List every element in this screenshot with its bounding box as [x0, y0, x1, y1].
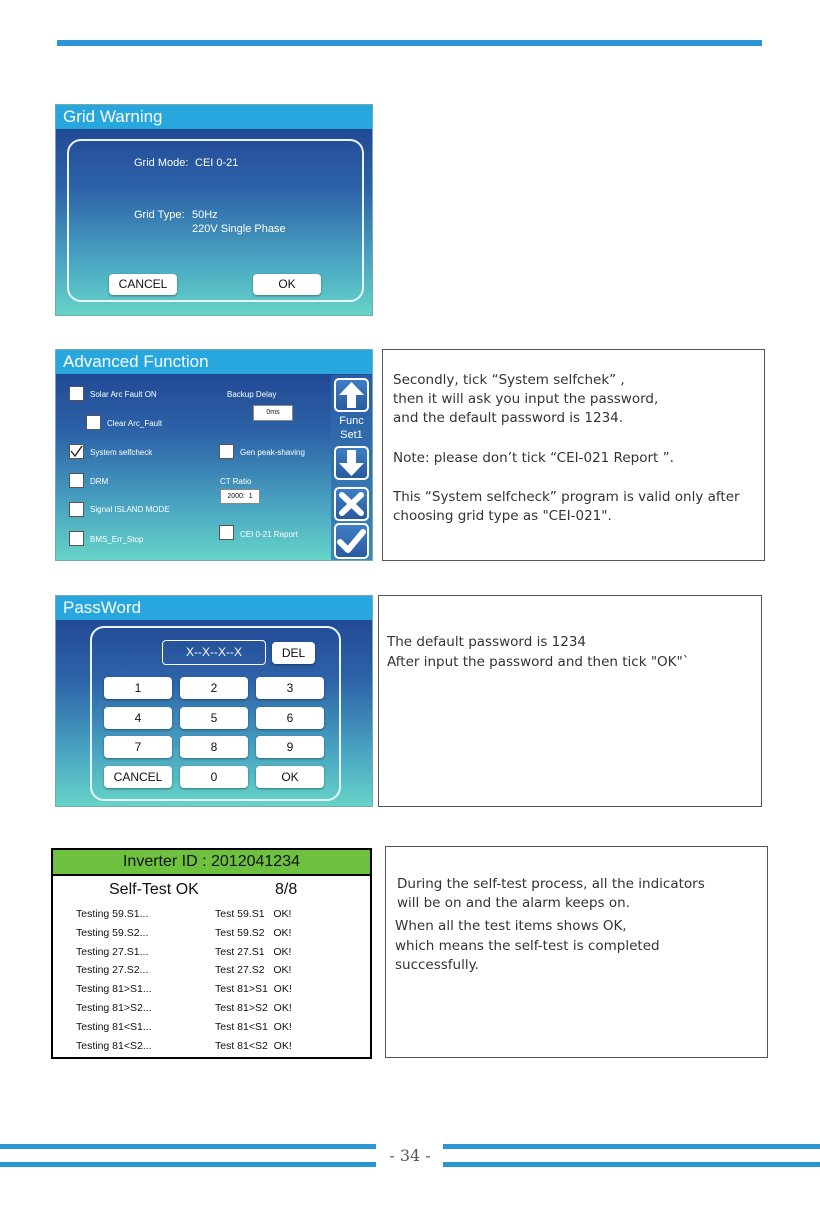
screen-title: PassWord: [56, 596, 372, 620]
drm-checkbox[interactable]: [69, 473, 84, 488]
backup-delay-label: Backup Delay: [227, 390, 277, 399]
cancel-button[interactable]: CANCEL: [104, 766, 172, 788]
solar-arc-checkbox[interactable]: [69, 386, 84, 401]
set-label: Set1: [340, 429, 363, 441]
grid-type-value-2: 220V Single Phase: [192, 223, 286, 235]
key-1-button[interactable]: 1: [104, 677, 172, 699]
password-input[interactable]: X--X--X--X: [162, 640, 266, 665]
note-box-selftest: [385, 846, 768, 1058]
note-line: will be on and the alarm keeps on.: [397, 895, 630, 911]
note-line: Note: please don’t tick “CEI-021 Report ”.: [393, 450, 674, 466]
test-row-result: Test 81>S2 OK!: [215, 1002, 292, 1014]
ok-button[interactable]: OK: [253, 274, 321, 295]
note-line: then it will ask you input the password,: [393, 391, 659, 407]
checkmark-icon: [336, 525, 367, 557]
key-6-button[interactable]: 6: [256, 707, 324, 729]
self-test-count: 8/8: [275, 881, 298, 898]
test-row-result: Test 81<S1 OK!: [215, 1021, 292, 1033]
screen-title: Advanced Function: [56, 350, 372, 374]
key-2-button[interactable]: 2: [180, 677, 248, 699]
note-line: choosing grid type as "CEI-021".: [393, 508, 612, 524]
test-row-label: Testing 81>S2...: [76, 1002, 152, 1014]
test-row-label: Testing 27.S2...: [76, 964, 149, 976]
key-9-button[interactable]: 9: [256, 736, 324, 758]
down-arrow-button[interactable]: [334, 446, 369, 480]
footer-rule: [0, 1144, 376, 1149]
test-row-result: Test 59.S1 OK!: [215, 908, 292, 920]
key-5-button[interactable]: 5: [180, 707, 248, 729]
bms-err-label: BMS_Err_Stop: [90, 535, 144, 544]
page-number: - 34 -: [389, 1146, 431, 1165]
system-selfcheck-checkbox[interactable]: [69, 444, 84, 459]
test-row-result: Test 81<S2 OK!: [215, 1040, 292, 1052]
test-row-label: Testing 27.S1...: [76, 946, 149, 958]
ct-ratio-input[interactable]: 2000: 1: [220, 489, 260, 504]
inverter-id-header: Inverter ID : 2012041234: [53, 850, 370, 876]
footer-rule: [443, 1144, 820, 1149]
screen-title: Grid Warning: [56, 105, 372, 129]
drm-label: DRM: [90, 477, 109, 486]
cei-report-checkbox[interactable]: [219, 525, 234, 540]
up-arrow-button[interactable]: [334, 378, 369, 412]
test-row-result: Test 27.S2 OK!: [215, 964, 292, 976]
footer-rule: [443, 1162, 820, 1167]
up-arrow-icon: [336, 380, 367, 410]
checkmark-icon: [70, 445, 83, 458]
note-line: Secondly, tick “System selfchek” ,: [393, 372, 625, 388]
note-box-selfcheck: [382, 349, 765, 561]
ct-ratio-label: CT Ratio: [220, 477, 252, 486]
password-screen: [55, 595, 373, 807]
clear-arc-label: Clear Arc_Fault: [107, 419, 163, 428]
func-label: Func: [339, 415, 364, 427]
grid-type-label: Grid Type:: [134, 209, 185, 221]
header-rule: [57, 40, 762, 46]
grid-warning-screen: [55, 104, 373, 316]
key-0-button[interactable]: 0: [180, 766, 248, 788]
test-row-result: Test 27.S1 OK!: [215, 946, 292, 958]
note-line: successfully.: [395, 957, 479, 973]
ok-button[interactable]: OK: [256, 766, 324, 788]
grid-type-value: 50Hz: [192, 209, 218, 221]
test-row-label: Testing 59.S2...: [76, 927, 149, 939]
system-selfcheck-label: System selfcheck: [90, 448, 153, 457]
clear-arc-checkbox[interactable]: [86, 415, 101, 430]
cancel-x-button[interactable]: [334, 487, 369, 521]
grid-mode-value: CEI 0-21: [195, 157, 239, 169]
gen-peak-label: Gen peak-shaving: [240, 448, 305, 457]
key-4-button[interactable]: 4: [104, 707, 172, 729]
note-line: During the self-test process, all the indicators: [397, 876, 705, 892]
bms-err-checkbox[interactable]: [69, 531, 84, 546]
close-icon: [336, 489, 367, 519]
grid-mode-label: Grid Mode:: [134, 157, 189, 169]
cancel-button[interactable]: CANCEL: [109, 274, 177, 295]
test-row-label: Testing 81<S1...: [76, 1021, 152, 1033]
cei-report-label: CEI 0-21 Report: [240, 530, 298, 539]
backup-delay-input[interactable]: 0ms: [253, 405, 293, 421]
self-test-screen: [51, 848, 372, 1059]
note-line: After input the password and then tick "OK"`: [387, 654, 690, 670]
self-test-status: Self-Test OK: [109, 881, 199, 898]
key-7-button[interactable]: 7: [104, 736, 172, 758]
key-8-button[interactable]: 8: [180, 736, 248, 758]
test-row-result: Test 81>S1 OK!: [215, 983, 292, 995]
gen-peak-checkbox[interactable]: [219, 444, 234, 459]
note-line: The default password is 1234: [387, 634, 587, 650]
key-3-button[interactable]: 3: [256, 677, 324, 699]
func-set-label: [334, 414, 369, 442]
down-arrow-icon: [336, 448, 367, 478]
signal-island-checkbox[interactable]: [69, 502, 84, 517]
note-line: which means the self-test is completed: [395, 938, 660, 954]
test-row-label: Testing 59.S1...: [76, 908, 149, 920]
advanced-function-screen: [55, 349, 373, 561]
footer-rule: [0, 1162, 376, 1167]
delete-button[interactable]: DEL: [272, 642, 315, 664]
solar-arc-label: Solar Arc Fault ON: [90, 390, 157, 399]
signal-island-label: Signal ISLAND MODE: [90, 505, 170, 514]
confirm-check-button[interactable]: [334, 523, 369, 559]
test-row-label: Testing 81<S2...: [76, 1040, 152, 1052]
note-line: This “System selfcheck” program is valid only after: [393, 489, 740, 505]
test-row-label: Testing 81>S1...: [76, 983, 152, 995]
note-box-password: [378, 595, 762, 807]
note-line: and the default password is 1234.: [393, 410, 624, 426]
test-row-result: Test 59.S2 OK!: [215, 927, 292, 939]
note-line: When all the test items shows OK,: [395, 918, 627, 934]
